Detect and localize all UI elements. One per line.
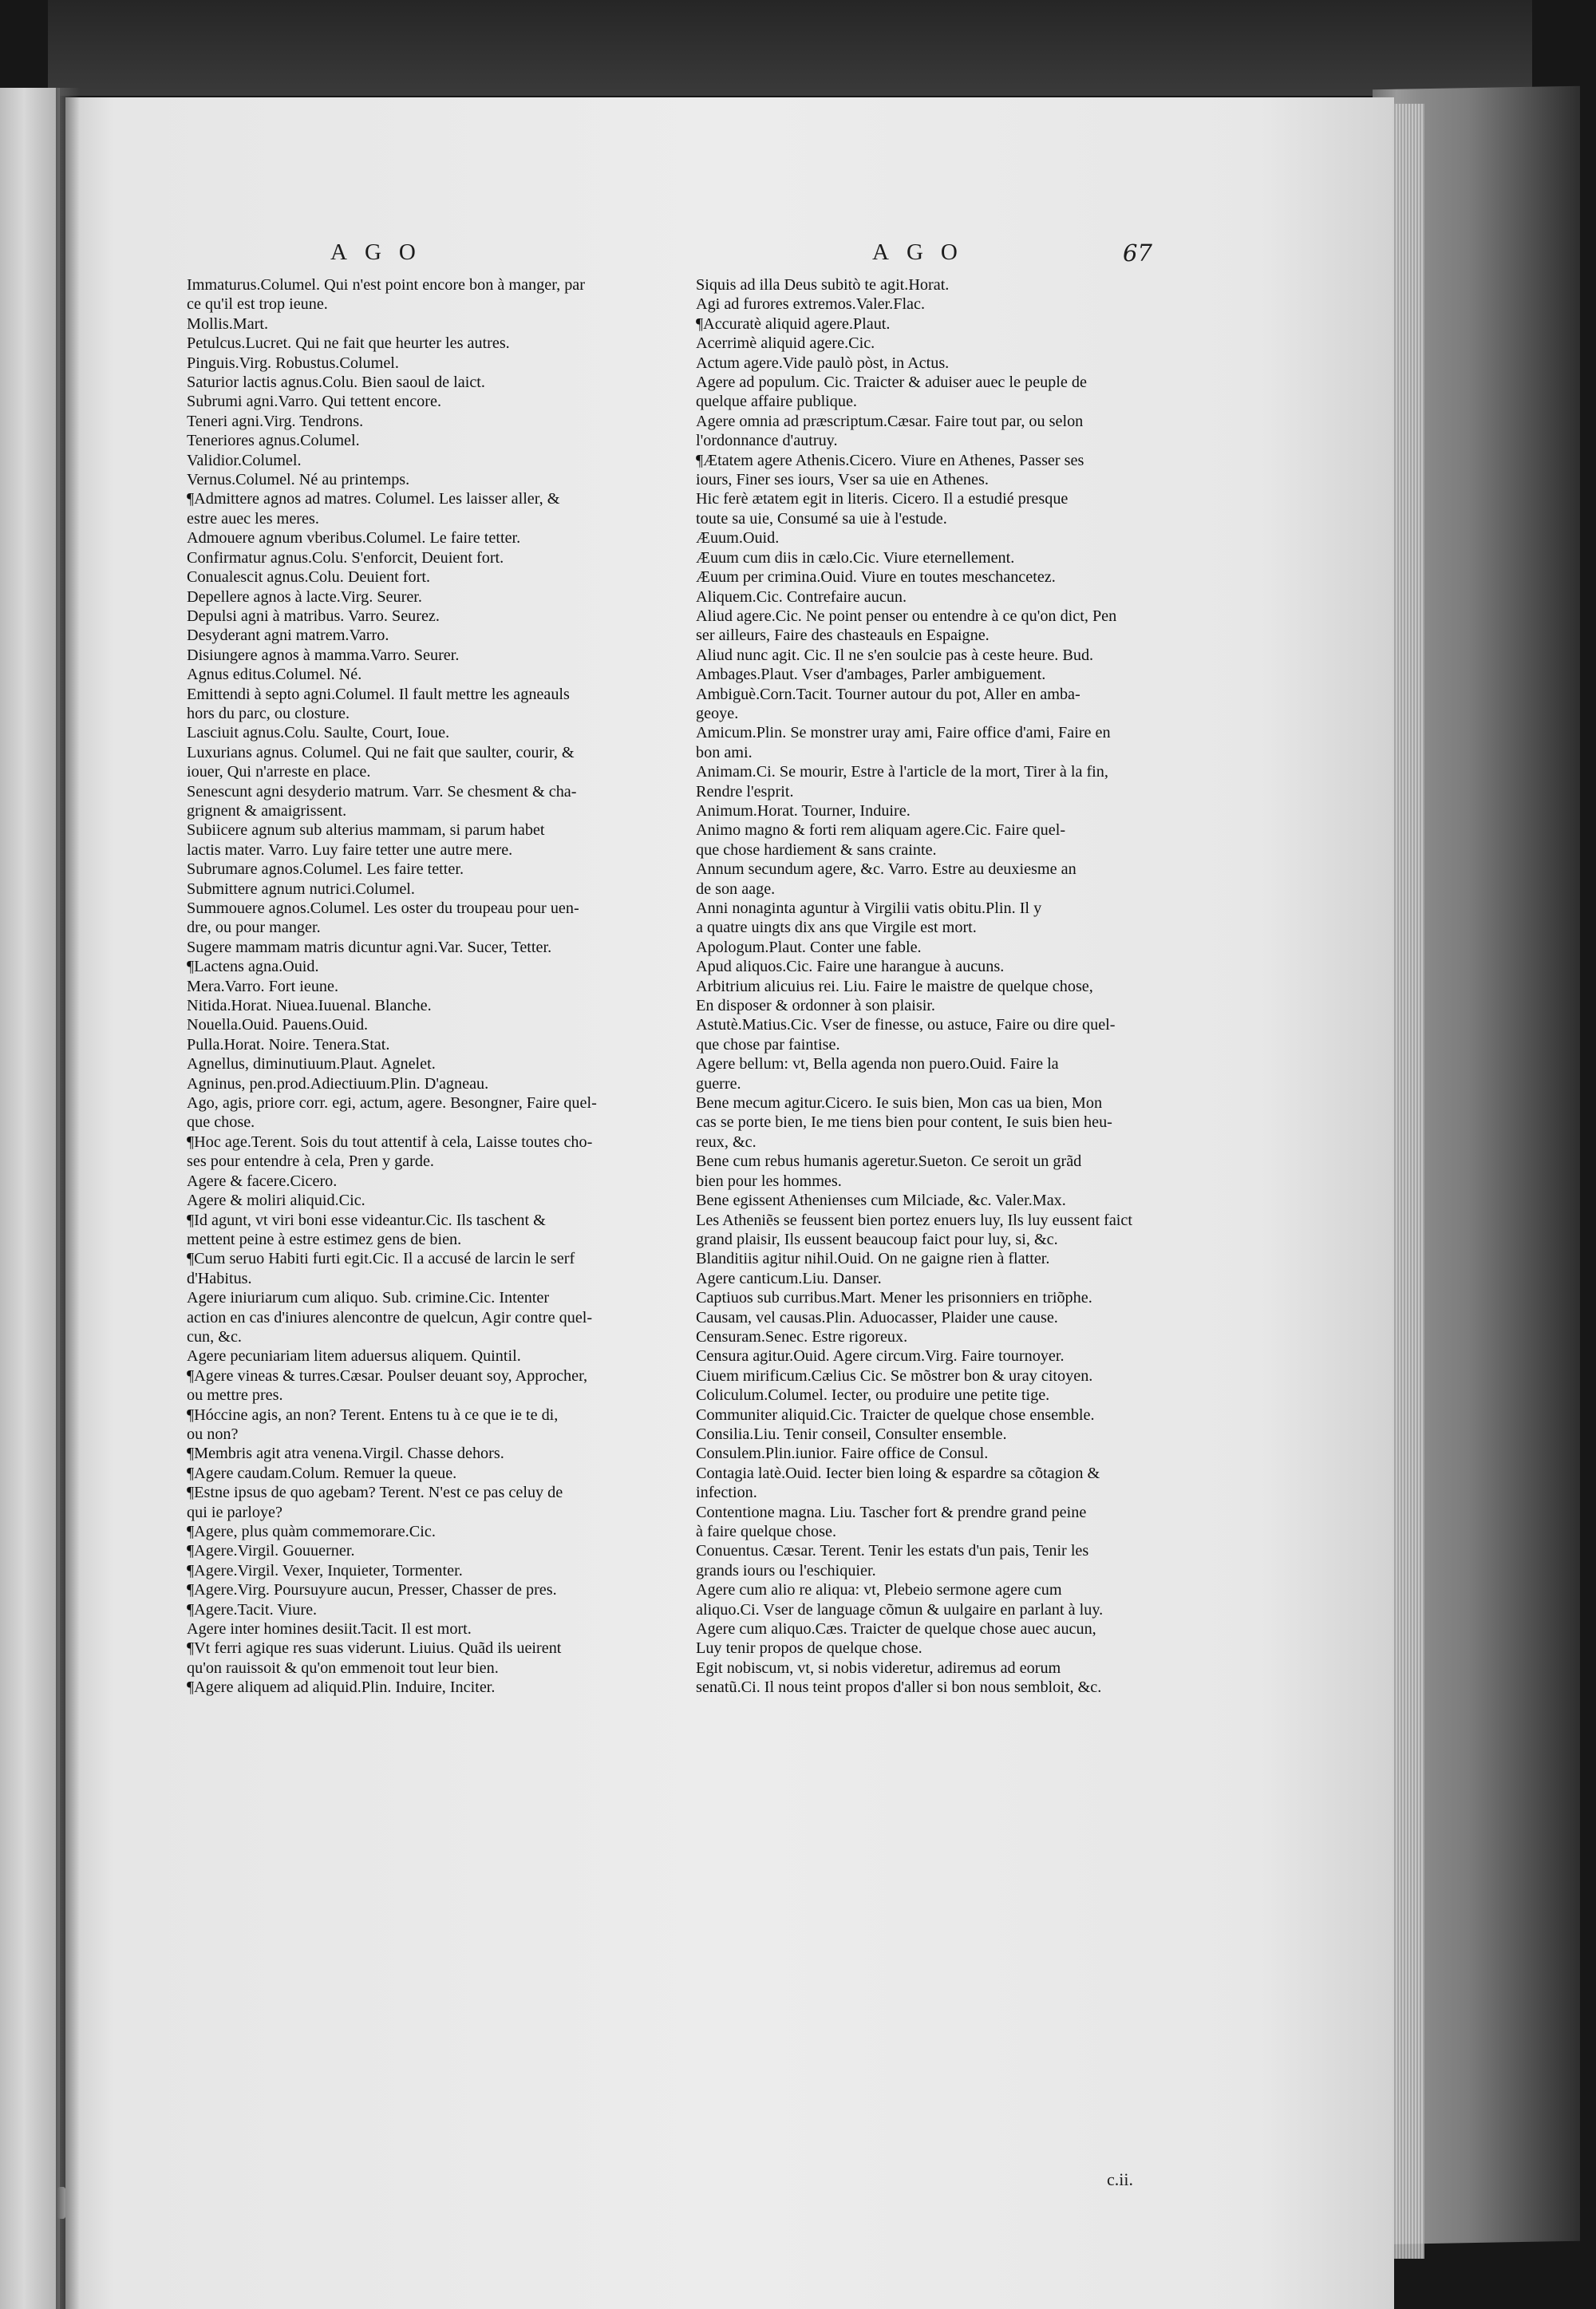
left-column-line: que chose. — [187, 1113, 255, 1132]
left-column-line: cun, &c. — [187, 1327, 242, 1346]
left-column-line: ¶Lactens agna.Ouid. — [187, 958, 319, 976]
right-column-line: En disposer & ordonner à son plaisir. — [696, 997, 935, 1015]
left-column-line: mettent peine à estre estimez gens de bien. — [187, 1230, 462, 1248]
right-column-line: Apud aliquos.Cic. Faire une harangue à aucuns. — [696, 958, 1005, 976]
right-column-line: Astutè.Matius.Cic. Vser de finesse, ou astuce, Faire ou dire quel- — [696, 1016, 1116, 1034]
left-column-line: Lasciuit agnus.Colu. Saulte, Court, Ioue. — [187, 724, 450, 742]
right-column-line: iours, Finer ses iours, Vser sa uie en Athenes. — [696, 471, 989, 489]
right-column-line: infection. — [696, 1484, 757, 1502]
left-column-line: Pinguis.Virg. Robustus.Columel. — [187, 354, 399, 372]
left-column-line: Nitida.Horat. Niuea.Iuuenal. Blanche. — [187, 997, 432, 1015]
left-column-line: ou non? — [187, 1425, 239, 1443]
left-column-line: ses pour entendre à cela, Pren y garde. — [187, 1153, 434, 1171]
left-column-line: hors du parc, ou closture. — [187, 704, 350, 722]
left-column-line: Saturior lactis agnus.Colu. Bien saoul de laict. — [187, 374, 485, 392]
left-column-line: ¶Id agunt, vt viri boni esse videantur.Cic. Ils taschent & — [187, 1211, 546, 1229]
right-column-line: quelque affaire publique. — [696, 393, 857, 411]
left-column-line: d'Habitus. — [187, 1269, 252, 1287]
right-column-line: Contagia latè.Ouid. Iecter bien loing & espardre sa cõtagion & — [696, 1464, 1100, 1482]
signature-mark: c.ii. — [1107, 2169, 1133, 2189]
left-column-line: ¶Cum seruo Habiti furti egit.Cic. Il a accusé de larcin le serf — [187, 1250, 575, 1268]
right-column-line: bon ami. — [696, 743, 753, 761]
left-column-line: Nouella.Ouid. Pauens.Ouid. — [187, 1016, 369, 1034]
right-column-line: Censuram.Senec. Estre rigoreux. — [696, 1327, 908, 1346]
right-column-line: Æuum per crimina.Ouid. Viure en toutes meschancetez. — [696, 568, 1056, 587]
right-column-line: Coliculum.Columel. Iecter, ou produire une petite tige. — [696, 1386, 1050, 1405]
left-column-line: Agere & moliri aliquid.Cic. — [187, 1192, 365, 1210]
left-column-line: action en cas d'iniures alencontre de quelcun, Agir contre quel- — [187, 1308, 593, 1326]
left-column-line: Submittere agnum nutrici.Columel. — [187, 880, 415, 898]
right-column-line: Anni nonaginta aguntur à Virgilii vatis obitu.Plin. Il y — [696, 899, 1042, 917]
right-column-line: à faire quelque chose. — [696, 1523, 836, 1540]
right-column-line: Agere omnia ad præscriptum.Cæsar. Faire tout par, ou selon — [696, 412, 1084, 430]
left-column-line: Summouere agnos.Columel. Les oster du troupeau pour uen- — [187, 899, 579, 917]
left-column-line: Immaturus.Columel. Qui n'est point encore bon à manger, par — [187, 276, 585, 294]
left-column-line: Confirmatur agnus.Colu. S'enforcit, Deuient fort. — [187, 548, 504, 567]
right-column-line: Animum.Horat. Tourner, Induire. — [696, 801, 911, 820]
left-column-line: ou mettre pres. — [187, 1386, 283, 1405]
right-column-line: Agere canticum.Liu. Danser. — [696, 1269, 882, 1287]
right-column-line: Hic ferè ætatem egit in literis. Cicero. Il a estudié presque — [696, 490, 1069, 508]
left-column-line: Conualescit agnus.Colu. Deuient fort. — [187, 568, 431, 587]
right-column-line: de son aage. — [696, 880, 776, 898]
right-column-line: Annum secundum agere, &c. Varro. Estre au deuxiesme an — [696, 860, 1077, 879]
right-column-line: a quatre uingts dix ans que Virgile est mort. — [696, 919, 977, 937]
left-column-line: Senescunt agni desyderio matrum. Varr. Se chesment & cha- — [187, 782, 577, 801]
right-column-line: Æuum.Ouid. — [696, 529, 780, 548]
left-column-line: ¶Admittere agnos ad matres. Columel. Les laisser aller, & — [187, 490, 560, 508]
left-column-line: Teneri agni.Virg. Tendrons. — [187, 412, 364, 430]
right-column-line: Bene mecum agitur.Cicero. Ie suis bien, Mon cas ua bien, Mon — [696, 1094, 1103, 1113]
left-column-line: Agnus editus.Columel. Né. — [187, 666, 362, 684]
left-column-line: Agere pecuniariam litem aduersus aliquem. Quintil. — [187, 1347, 521, 1366]
right-column-line: Ciuem mirificum.Cælius Cic. Se mõstrer bon & uray citoyen. — [696, 1366, 1093, 1385]
right-column-line: Amicum.Plin. Se monstrer uray ami, Faire office d'ami, Faire en — [696, 724, 1111, 742]
left-column-line: Sugere mammam matris dicuntur agni.Var. Sucer, Tetter. — [187, 938, 552, 956]
right-column-line: Causam, vel causas.Plin. Aduocasser, Plaider une cause. — [696, 1308, 1058, 1326]
left-column-line: Mera.Varro. Fort ieune. — [187, 977, 339, 995]
right-column-line: que chose hardiement & sans crainte. — [696, 840, 937, 859]
left-column-line: iouer, Qui n'arreste en place. — [187, 763, 371, 781]
left-column-line: Vernus.Columel. Né au printemps. — [187, 471, 410, 489]
left-text-column — [187, 275, 697, 1698]
left-column-line: Petulcus.Lucret. Qui ne fait que heurter les autres. — [187, 334, 510, 353]
left-column-line: Ago, agis, priore corr. egi, actum, agere. Besongner, Faire quel- — [187, 1094, 597, 1113]
left-column-line: Depulsi agni à matribus. Varro. Seurez. — [187, 607, 440, 625]
right-column-line: Agere bellum: vt, Bella agenda non puero.Ouid. Faire la — [696, 1055, 1059, 1073]
right-column-line: Animam.Ci. Se mourir, Estre à l'article de la mort, Tirer à la fin, — [696, 763, 1108, 781]
left-column-line: ¶Agere caudam.Colum. Remuer la queue. — [187, 1464, 457, 1482]
left-column-line: ¶Agere vineas & turres.Cæsar. Poulser deuant soy, Approcher, — [187, 1366, 588, 1385]
right-column-line: Consulem.Plin.iunior. Faire office de Consul. — [696, 1445, 989, 1463]
left-column-line: qui ie parloye? — [187, 1503, 282, 1521]
right-column-line: Acerrimè aliquid agere.Cic. — [696, 334, 875, 353]
left-column-line: Disiungere agnos à mamma.Varro. Seurer. — [187, 646, 460, 664]
right-column-line: Luy tenir propos de quelque chose. — [696, 1639, 922, 1658]
page-fore-edge — [1393, 104, 1424, 2259]
left-column-line: ¶Agere.Tacit. Viure. — [187, 1600, 318, 1619]
right-column-line: Communiter aliquid.Cic. Traicter de quelque chose ensemble. — [696, 1406, 1095, 1424]
left-column-line: Luxurians agnus. Columel. Qui ne fait que saulter, courir, & — [187, 743, 575, 761]
left-column-line: Subrumare agnos.Columel. Les faire tetter. — [187, 860, 464, 879]
book-page — [65, 97, 1394, 2309]
page-number: 67 — [1123, 239, 1152, 267]
left-column-line: Validior.Columel. — [187, 451, 302, 469]
right-column-line: l'ordonnance d'autruy. — [696, 432, 838, 450]
left-column-line: dre, ou pour manger. — [187, 919, 321, 937]
right-column-line: grands iours ou l'eschiquier. — [696, 1561, 876, 1580]
right-column-line: Aliquem.Cic. Contrefaire aucun. — [696, 587, 907, 606]
right-column-line: Apologum.Plaut. Conter une fable. — [696, 938, 922, 956]
left-column-line: Depellere agnos à lacte.Virg. Seurer. — [187, 587, 422, 606]
left-column-line: Agnellus, diminutiuum.Plaut. Agnelet. — [187, 1055, 436, 1073]
book-top-edge — [48, 0, 1532, 96]
left-column-line: Agere iniuriarum cum aliquo. Sub. crimine.Cic. Intenter — [187, 1289, 550, 1307]
right-column-line: Actum agere.Vide paulò pòst, in Actus. — [696, 354, 950, 372]
right-column-line: Siquis ad illa Deus subitò te agit.Horat. — [696, 276, 950, 294]
right-column-line: Bene cum rebus humanis ageretur.Sueton. Ce seroit un grãd — [696, 1153, 1082, 1171]
running-head-left: AGO — [330, 239, 433, 265]
right-column-line: geoye. — [696, 704, 739, 722]
right-column-line: Blanditiis agitur nihil.Ouid. On ne gaigne rien à flatter. — [696, 1250, 1050, 1268]
left-column-line: qu'on rauissoit & qu'on emmenoit tout leur bien. — [187, 1659, 499, 1677]
left-column-line: Subrumi agni.Varro. Qui tettent encore. — [187, 393, 441, 411]
right-column-line: Aliud agere.Cic. Ne point penser ou entendre à ce qu'on dict, Pen — [696, 607, 1117, 625]
left-column-line: ce qu'il est trop ieune. — [187, 295, 328, 314]
left-column-line: ¶Hoc age.Terent. Sois du tout attentif à cela, Laisse toutes cho- — [187, 1133, 593, 1151]
gutter-shadow — [56, 88, 80, 2309]
left-column-line: ¶Vt ferri agique res suas viderunt. Liuius. Quãd ils ueirent — [187, 1639, 562, 1658]
right-column-line: toute sa uie, Consumé sa uie à l'estude. — [696, 509, 947, 528]
left-column-line: lactis mater. Varro. Luy faire tetter une autre mere. — [187, 840, 513, 859]
running-head-right: AGO — [872, 239, 975, 265]
left-column-line: ¶Hóccine agis, an non? Terent. Entens tu à ce que ie te di, — [187, 1406, 559, 1424]
left-column-line: Agere & facere.Cicero. — [187, 1172, 338, 1190]
right-column-line: Agere ad populum. Cic. Traicter & aduiser auec le peuple de — [696, 374, 1087, 392]
right-column-line: que chose par faintise. — [696, 1035, 840, 1054]
left-column-line: Mollis.Mart. — [187, 314, 269, 333]
left-column-line: grignent & amaigrissent. — [187, 801, 347, 820]
right-column-line: Les Atheniẽs se feussent bien portez enuers luy, Ils luy eussent faict — [696, 1211, 1132, 1229]
left-column-line: Agere inter homines desiit.Tacit. Il est mort. — [187, 1620, 472, 1639]
right-column-line: Ambages.Plaut. Vser d'ambages, Parler ambiguement. — [696, 666, 1046, 684]
right-column-line: Arbitrium alicuius rei. Liu. Faire le maistre de quelque chose, — [696, 977, 1093, 995]
right-column-line: Ambiguè.Corn.Tacit. Tourner autour du pot, Aller en amba- — [696, 685, 1080, 703]
left-column-line: ¶Agere, plus quàm commemorare.Cic. — [187, 1523, 436, 1540]
right-column-line: Egit nobiscum, vt, si nobis videretur, adiremus ad eorum — [696, 1659, 1061, 1677]
right-column-line: Aliud nunc agit. Cic. Il ne s'en soulcie pas à ceste heure. Bud. — [696, 646, 1094, 664]
left-column-line: ¶Agere.Virgil. Vexer, Inquieter, Tormenter. — [187, 1561, 463, 1580]
right-column-line: grand plaisir, Ils eussent beaucoup faict pour luy, si, &c. — [696, 1230, 1058, 1248]
left-column-line: Admouere agnum vberibus.Columel. Le faire tetter. — [187, 529, 521, 548]
left-column-line: ¶Estne ipsus de quo agebam? Terent. N'est ce pas celuy de — [187, 1484, 563, 1502]
right-text-column — [696, 275, 1203, 1698]
left-column-line: Teneriores agnus.Columel. — [187, 432, 360, 450]
right-column-line: reux, &c. — [696, 1133, 757, 1151]
right-column-line: bien pour les hommes. — [696, 1172, 842, 1190]
right-column-line: Agere cum aliquo.Cæs. Traicter de quelque chose auec aucun, — [696, 1620, 1096, 1639]
right-column-line: Contentione magna. Liu. Tascher fort & prendre grand peine — [696, 1503, 1087, 1521]
right-column-line: Captiuos sub curribus.Mart. Mener les prisonniers en triõphe. — [696, 1289, 1092, 1307]
facing-page-edge — [0, 88, 60, 2309]
left-column-line: ¶Agere aliquem ad aliquid.Plin. Induire, Inciter. — [187, 1678, 496, 1697]
right-column-line: Æuum cum diis in cælo.Cic. Viure eternellement. — [696, 548, 1015, 567]
right-column-line: senatũ.Ci. Il nous teint propos d'aller si bon nous sembloit, &c. — [696, 1678, 1102, 1697]
right-column-line: aliquo.Ci. Vser de language cõmun & uulgaire en parlant à luy. — [696, 1600, 1104, 1619]
right-column-line: ser ailleurs, Faire des chasteauls en Espaigne. — [696, 627, 990, 645]
right-column-line: Bene egissent Athenienses cum Milciade, &c. Valer.Max. — [696, 1192, 1066, 1210]
right-column-line: ¶Ætatem agere Athenis.Cicero. Viure en Athenes, Passer ses — [696, 451, 1084, 469]
right-column-line: cas se porte bien, Ie me tiens bien pour content, Ie suis bien heu- — [696, 1113, 1112, 1132]
right-column-line: ¶Accuratè aliquid agere.Plaut. — [696, 314, 891, 333]
right-column-line: Conuentus. Cæsar. Terent. Tenir les estats d'un pais, Tenir les — [696, 1542, 1089, 1560]
right-column-line: Agere cum alio re aliqua: vt, Plebeio sermone agere cum — [696, 1581, 1062, 1599]
right-column-line: Consilia.Liu. Tenir conseil, Consulter ensemble. — [696, 1425, 1007, 1443]
left-column-line: ¶Agere.Virgil. Gouuerner. — [187, 1542, 355, 1560]
left-column-line: ¶Agere.Virg. Poursuyure aucun, Presser, Chasser de pres. — [187, 1581, 557, 1599]
right-column-line: Censura agitur.Ouid. Agere circum.Virg. Faire tournoyer. — [696, 1347, 1065, 1366]
right-column-line: Rendre l'esprit. — [696, 782, 794, 801]
left-column-line: Desyderant agni matrem.Varro. — [187, 627, 389, 645]
left-column-line: Subiicere agnum sub alterius mammam, si parum habet — [187, 821, 545, 840]
left-column-line: estre auec les meres. — [187, 509, 319, 528]
left-column-line: Agninus, pen.prod.Adiectiuum.Plin. D'agneau. — [187, 1074, 489, 1093]
left-column-line: Emittendi à septo agni.Columel. Il fault mettre les agneauls — [187, 685, 570, 703]
right-column-line: Agi ad furores extremos.Valer.Flac. — [696, 295, 926, 314]
left-column-line: Pulla.Horat. Noire. Tenera.Stat. — [187, 1035, 390, 1054]
right-column-line: Animo magno & forti rem aliquam agere.Cic. Faire quel- — [696, 821, 1066, 840]
left-column-line: ¶Membris agit atra venena.Virgil. Chasse dehors. — [187, 1445, 504, 1463]
right-column-line: guerre. — [696, 1074, 741, 1093]
